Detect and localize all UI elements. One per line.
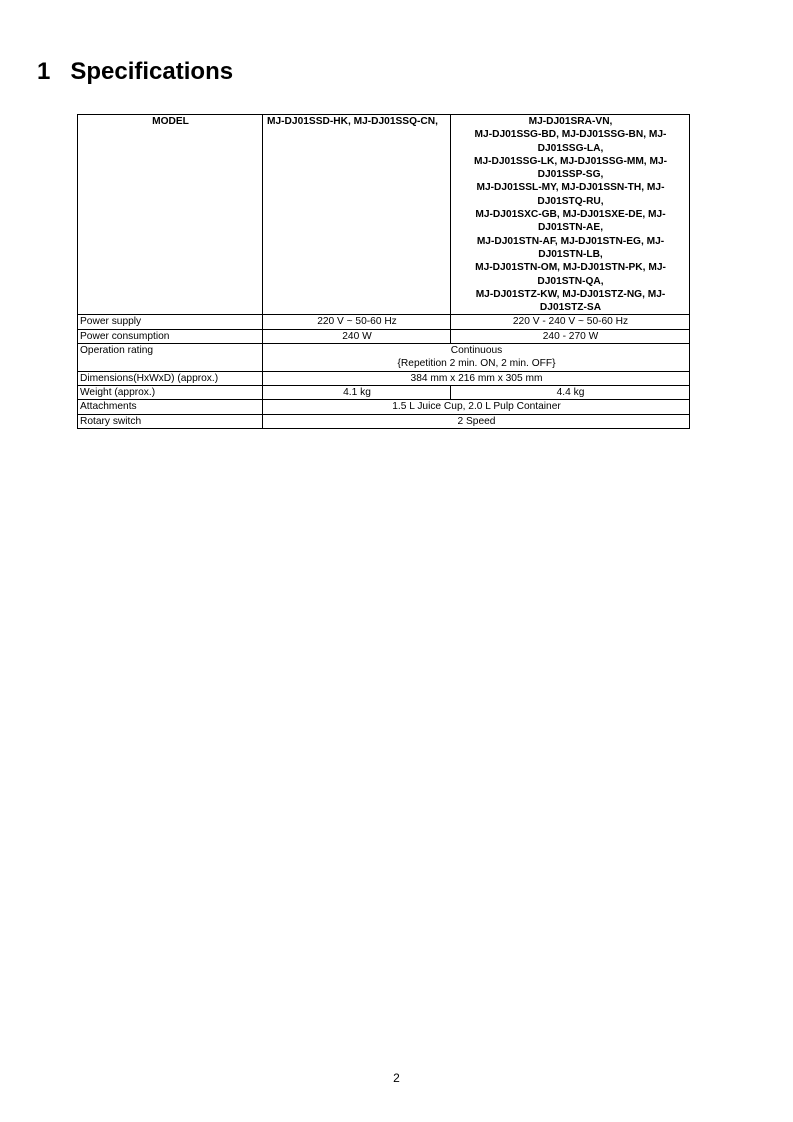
operation-rating-row [78,344,690,372]
model-line: MJ-DJ01STZ-KW, MJ-DJ01STZ-NG, MJ- [475,288,666,300]
model-line: MJ-DJ01SSG-LK, MJ-DJ01SSG-MM, MJ- [473,155,668,167]
power-consumption-a: 240 W [263,329,451,343]
dimensions-value: 384 mm x 216 mm x 305 mm [263,371,690,385]
power-supply-a: 220 V ~ 50-60 Hz [263,315,451,329]
dimensions-row [78,371,690,385]
model-line: DJ01SSP-SG, [537,169,604,181]
model-line: DJ01STN-QA, [537,275,604,287]
attachments-value: 1.5 L Juice Cup, 2.0 L Pulp Container [263,400,690,414]
section-title: Specifications [70,58,234,85]
model-line: MJ-DJ01SSG-BD, MJ-DJ01SSG-BN, MJ- [474,129,667,141]
power-supply-row [78,315,690,329]
models-group-a: MJ-DJ01SSD-HK, MJ-DJ01SSQ-CN, [263,115,451,315]
model-line: DJ01STN-LB, [538,248,603,260]
model-line: DJ01STZ-SA [539,302,602,314]
model-header: MODEL [78,115,263,315]
model-line: MJ-DJ01SRA-VN, [528,116,613,127]
model-line: MJ-DJ01STN-AF, MJ-DJ01STN-EG, MJ- [476,235,665,247]
power-supply-b: 220 V - 240 V ~ 50-60 Hz [451,315,690,329]
page-number: 2 [393,1071,400,1085]
weight-row [78,385,690,399]
section-heading [37,57,233,87]
model-line: DJ01STQ-RU, [537,195,604,207]
power-consumption-b: 240 - 270 W [451,329,690,343]
table-header-row [78,115,690,315]
model-line: MJ-DJ01STN-OM, MJ-DJ01STN-PK, MJ- [475,262,666,274]
rotary-switch-value: 2 Speed [263,414,690,428]
weight-b: 4.4 kg [451,385,690,399]
rotary-switch-label: Rotary switch [78,414,263,428]
model-line: DJ01STN-AE, [537,222,604,234]
models-group-b [451,115,690,315]
dimensions-label: Dimensions(HxWxD) (approx.) [78,371,263,385]
specifications-table [77,114,690,429]
operation-rating-line1: Continuous [450,345,503,357]
power-consumption-label: Power consumption [78,329,263,343]
operation-rating-value [263,344,690,372]
attachments-row [78,400,690,414]
model-line: MJ-DJ01SSL-MY, MJ-DJ01SSN-TH, MJ- [476,182,665,194]
section-number: 1 [37,58,51,85]
operation-rating-line2: {Repetition 2 min. ON, 2 min. OFF} [397,358,556,370]
power-supply-label: Power supply [78,315,263,329]
weight-a: 4.1 kg [263,385,451,399]
attachments-label: Attachments [78,400,263,414]
model-line: DJ01SSG-LA, [537,142,604,154]
power-consumption-row [78,329,690,343]
rotary-switch-row [78,414,690,428]
model-line: MJ-DJ01SXC-GB, MJ-DJ01SXE-DE, MJ- [475,209,666,221]
operation-rating-label: Operation rating [78,344,263,372]
weight-label: Weight (approx.) [78,385,263,399]
